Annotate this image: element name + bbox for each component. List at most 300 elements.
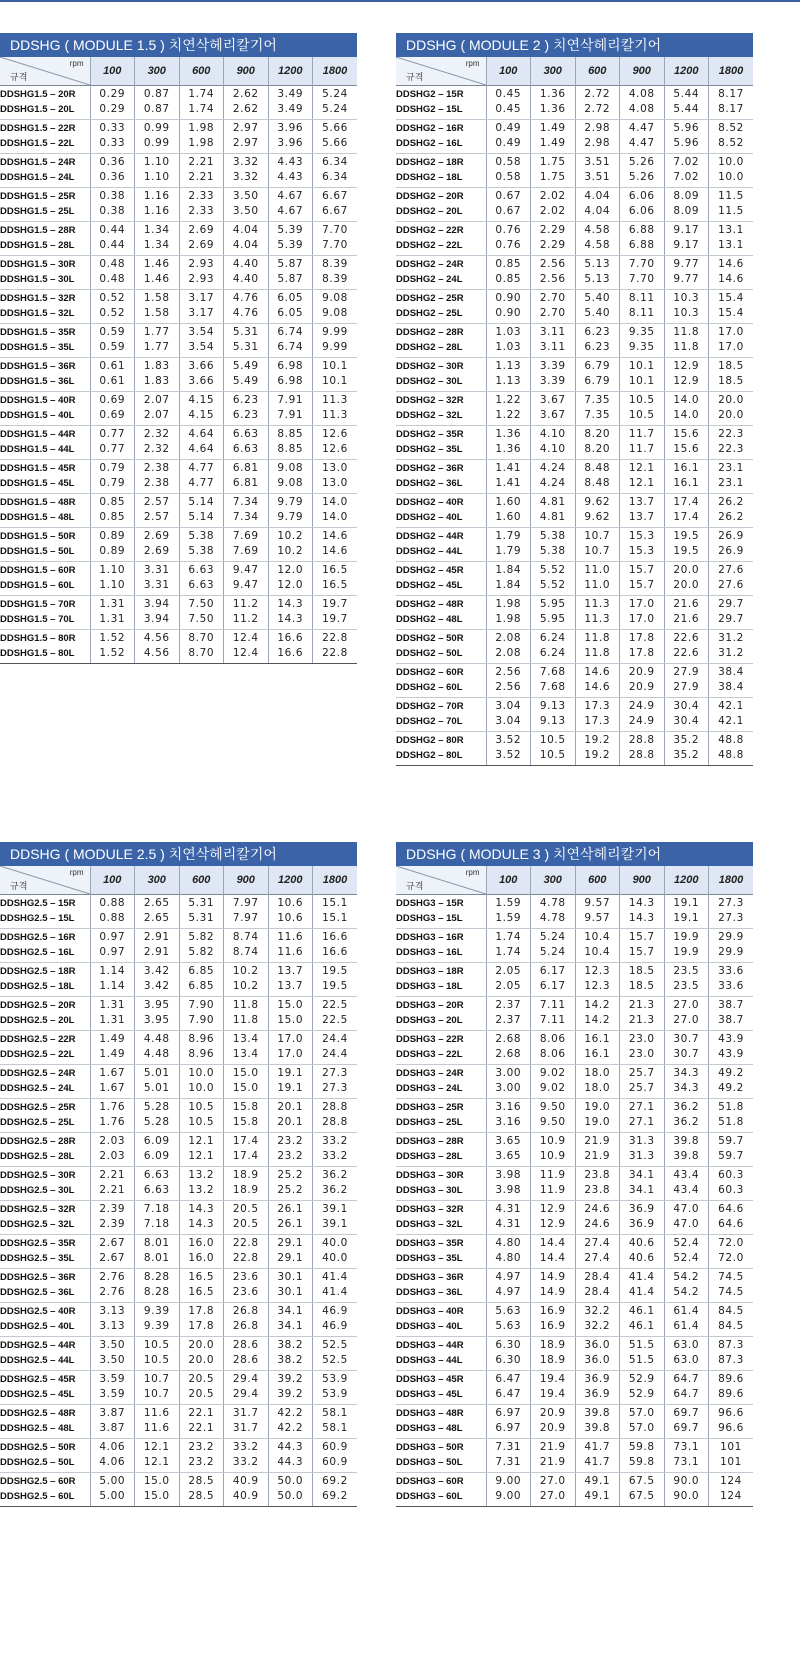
value-l: 23.5 bbox=[673, 980, 700, 992]
value-r: 52.9 bbox=[628, 1373, 655, 1385]
value-r: 10.7 bbox=[584, 530, 611, 542]
value-cell bbox=[486, 732, 531, 766]
part-number-l: DDSHG2 – 48L bbox=[396, 614, 463, 625]
value-cell bbox=[531, 426, 576, 460]
value-r: 20.1 bbox=[277, 1101, 304, 1113]
value-r: 72.0 bbox=[718, 1237, 744, 1249]
value-cell bbox=[709, 1303, 754, 1337]
value-r: 8.70 bbox=[188, 632, 215, 644]
value-l: 5.38 bbox=[539, 545, 566, 557]
value-r: 39.1 bbox=[322, 1203, 348, 1215]
value-cell bbox=[224, 494, 269, 528]
part-number-r: DDSHG2.5 – 36R bbox=[0, 1272, 76, 1283]
value-cell bbox=[664, 494, 709, 528]
value-l: 39.2 bbox=[277, 1388, 304, 1400]
value-cell bbox=[486, 528, 531, 562]
value-r: 17.4 bbox=[232, 1135, 259, 1147]
value-cell bbox=[575, 1439, 620, 1473]
value-l: 2.69 bbox=[143, 545, 170, 557]
value-l: 84.5 bbox=[718, 1320, 744, 1332]
value-l: 18.9 bbox=[539, 1354, 566, 1366]
value-cell bbox=[90, 1439, 135, 1473]
value-r: 17.8 bbox=[188, 1305, 215, 1317]
value-l: 22.1 bbox=[188, 1422, 215, 1434]
table-row bbox=[396, 1303, 753, 1337]
value-r: 1.76 bbox=[99, 1101, 126, 1113]
value-cell bbox=[135, 120, 180, 154]
value-r: 1.16 bbox=[143, 190, 170, 202]
value-l: 38.7 bbox=[718, 1014, 744, 1026]
value-cell bbox=[620, 1235, 665, 1269]
value-r: 1.84 bbox=[495, 564, 522, 576]
part-number-l: DDSHG1.5 – 22L bbox=[0, 138, 75, 149]
value-r: 17.4 bbox=[673, 496, 700, 508]
value-cell bbox=[90, 222, 135, 256]
value-r: 27.1 bbox=[628, 1101, 655, 1113]
part-number-r: DDSHG2 – 40R bbox=[396, 497, 464, 508]
value-r: 16.5 bbox=[188, 1271, 215, 1283]
table-row bbox=[396, 290, 753, 324]
value-r: 0.97 bbox=[99, 931, 126, 943]
part-number-cell bbox=[0, 1269, 90, 1303]
value-l: 4.58 bbox=[584, 239, 611, 251]
corner-cell bbox=[0, 866, 90, 895]
value-l: 7.90 bbox=[188, 1014, 215, 1026]
value-cell bbox=[575, 1099, 620, 1133]
value-cell bbox=[486, 290, 531, 324]
part-number-r: DDSHG2.5 – 30R bbox=[0, 1170, 76, 1181]
value-cell bbox=[313, 1099, 358, 1133]
value-l: 9.17 bbox=[673, 239, 700, 251]
value-cell bbox=[620, 120, 665, 154]
value-cell bbox=[709, 426, 754, 460]
value-cell bbox=[486, 1303, 531, 1337]
value-r: 0.88 bbox=[99, 897, 126, 909]
part-number-cell bbox=[0, 997, 90, 1031]
part-number-cell bbox=[0, 895, 90, 929]
value-cell bbox=[620, 222, 665, 256]
corner-cell bbox=[396, 57, 486, 86]
value-r: 20.0 bbox=[673, 564, 700, 576]
value-cell bbox=[313, 1371, 358, 1405]
value-l: 17.0 bbox=[718, 341, 744, 353]
value-l: 5.24 bbox=[322, 103, 348, 115]
value-l: 6.23 bbox=[584, 341, 611, 353]
value-cell bbox=[268, 1031, 313, 1065]
table-row bbox=[396, 1099, 753, 1133]
value-r: 22.5 bbox=[322, 999, 348, 1011]
value-cell bbox=[620, 1371, 665, 1405]
value-l: 1.84 bbox=[495, 579, 522, 591]
part-number-cell bbox=[396, 1099, 486, 1133]
part-number-l: DDSHG2.5 – 15L bbox=[0, 913, 75, 924]
value-r: 64.7 bbox=[673, 1373, 700, 1385]
value-cell bbox=[313, 494, 358, 528]
value-r: 9.02 bbox=[539, 1067, 566, 1079]
value-l: 12.6 bbox=[322, 443, 348, 455]
value-cell bbox=[224, 1473, 269, 1507]
value-r: 11.7 bbox=[628, 428, 655, 440]
value-l: 9.00 bbox=[495, 1490, 522, 1502]
value-cell bbox=[90, 1167, 135, 1201]
value-cell bbox=[313, 1439, 358, 1473]
value-l: 96.6 bbox=[718, 1422, 744, 1434]
value-cell bbox=[664, 358, 709, 392]
value-cell bbox=[224, 324, 269, 358]
part-number-r: DDSHG2 – 18R bbox=[396, 157, 464, 168]
corner-cell bbox=[396, 866, 486, 895]
part-number-cell bbox=[396, 188, 486, 222]
value-cell bbox=[620, 732, 665, 766]
value-cell bbox=[135, 154, 180, 188]
value-l: 48.8 bbox=[718, 749, 744, 761]
value-cell bbox=[620, 562, 665, 596]
value-l: 2.70 bbox=[539, 307, 566, 319]
value-cell bbox=[620, 1439, 665, 1473]
value-r: 5.63 bbox=[495, 1305, 522, 1317]
value-r: 21.6 bbox=[673, 598, 700, 610]
value-l: 58.1 bbox=[322, 1422, 348, 1434]
value-l: 6.97 bbox=[495, 1422, 522, 1434]
value-cell bbox=[709, 895, 754, 929]
value-r: 27.3 bbox=[322, 1067, 348, 1079]
value-r: 6.85 bbox=[188, 965, 215, 977]
value-l: 10.2 bbox=[232, 980, 259, 992]
value-l: 5.38 bbox=[188, 545, 215, 557]
value-l: 3.87 bbox=[99, 1422, 126, 1434]
value-l: 3.96 bbox=[277, 137, 304, 149]
value-cell bbox=[268, 1405, 313, 1439]
value-l: 4.08 bbox=[628, 103, 655, 115]
value-r: 26.1 bbox=[277, 1203, 304, 1215]
value-l: 6.05 bbox=[277, 307, 304, 319]
part-number-cell bbox=[0, 1065, 90, 1099]
value-l: 42.1 bbox=[718, 715, 744, 727]
value-cell bbox=[179, 1031, 224, 1065]
value-l: 5.14 bbox=[188, 511, 215, 523]
value-r: 25.2 bbox=[277, 1169, 304, 1181]
table-row bbox=[396, 358, 753, 392]
value-r: 8.17 bbox=[718, 88, 744, 100]
value-cell bbox=[486, 426, 531, 460]
value-l: 17.8 bbox=[188, 1320, 215, 1332]
value-r: 11.9 bbox=[539, 1169, 566, 1181]
value-l: 2.93 bbox=[188, 273, 215, 285]
part-number-r: DDSHG1.5 – 35R bbox=[0, 327, 76, 338]
value-r: 73.1 bbox=[673, 1441, 700, 1453]
value-l: 19.5 bbox=[322, 980, 348, 992]
part-number-r: DDSHG3 – 60R bbox=[396, 1476, 464, 1487]
value-r: 39.8 bbox=[673, 1135, 700, 1147]
value-cell bbox=[135, 1167, 180, 1201]
value-r: 5.31 bbox=[232, 326, 259, 338]
value-cell bbox=[313, 929, 358, 963]
value-cell bbox=[179, 895, 224, 929]
value-l: 4.06 bbox=[99, 1456, 126, 1468]
part-number-l: DDSHG1.5 – 36L bbox=[0, 376, 75, 387]
value-r: 14.6 bbox=[322, 530, 348, 542]
part-number-cell bbox=[0, 1439, 90, 1473]
value-cell bbox=[664, 1065, 709, 1099]
table-row bbox=[396, 630, 753, 664]
part-number-l: DDSHG2.5 – 60L bbox=[0, 1491, 75, 1502]
value-r: 2.21 bbox=[188, 156, 215, 168]
value-cell bbox=[179, 562, 224, 596]
value-cell bbox=[135, 630, 180, 664]
value-r: 54.2 bbox=[673, 1271, 700, 1283]
value-cell bbox=[90, 1405, 135, 1439]
value-l: 3.65 bbox=[495, 1150, 522, 1162]
value-cell bbox=[620, 1303, 665, 1337]
part-number-cell bbox=[0, 426, 90, 460]
value-r: 43.4 bbox=[673, 1169, 700, 1181]
value-l: 124 bbox=[720, 1490, 742, 1502]
value-r: 3.49 bbox=[277, 88, 304, 100]
value-cell bbox=[179, 596, 224, 630]
part-number-r: DDSHG2.5 – 20R bbox=[0, 1000, 76, 1011]
value-r: 7.11 bbox=[539, 999, 566, 1011]
value-l: 4.24 bbox=[539, 477, 566, 489]
value-cell bbox=[575, 1235, 620, 1269]
value-r: 14.3 bbox=[188, 1203, 215, 1215]
part-number-r: DDSHG3 – 48R bbox=[396, 1408, 464, 1419]
value-r: 12.0 bbox=[277, 564, 304, 576]
value-r: 26.2 bbox=[718, 496, 744, 508]
part-number-r: DDSHG2.5 – 44R bbox=[0, 1340, 76, 1351]
value-l: 1.74 bbox=[188, 103, 215, 115]
table-row bbox=[396, 963, 753, 997]
value-l: 8.28 bbox=[143, 1286, 170, 1298]
part-number-l: DDSHG3 – 60L bbox=[396, 1491, 463, 1502]
value-r: 5.01 bbox=[143, 1067, 170, 1079]
value-l: 36.2 bbox=[673, 1116, 700, 1128]
value-cell bbox=[224, 1133, 269, 1167]
part-number-l: DDSHG2 – 16L bbox=[396, 138, 463, 149]
value-r: 11.2 bbox=[232, 598, 259, 610]
value-l: 3.00 bbox=[495, 1082, 522, 1094]
value-r: 2.08 bbox=[495, 632, 522, 644]
part-number-l: DDSHG1.5 – 48L bbox=[0, 512, 75, 523]
value-l: 16.5 bbox=[322, 579, 348, 591]
table-row bbox=[396, 562, 753, 596]
value-cell bbox=[664, 290, 709, 324]
value-l: 1.83 bbox=[143, 375, 170, 387]
rpm-column-header: 300 bbox=[531, 866, 576, 895]
value-cell bbox=[135, 1099, 180, 1133]
value-l: 4.04 bbox=[232, 239, 259, 251]
value-r: 2.57 bbox=[143, 496, 170, 508]
part-number-l: DDSHG1.5 – 35L bbox=[0, 342, 75, 353]
value-l: 46.9 bbox=[322, 1320, 348, 1332]
value-cell bbox=[664, 895, 709, 929]
value-cell bbox=[224, 1167, 269, 1201]
part-number-cell bbox=[0, 1099, 90, 1133]
value-cell bbox=[90, 630, 135, 664]
value-r: 0.85 bbox=[495, 258, 522, 270]
value-l: 69.2 bbox=[322, 1490, 348, 1502]
table-row bbox=[0, 1065, 357, 1099]
rpm-column-header: 100 bbox=[486, 866, 531, 895]
value-cell bbox=[620, 963, 665, 997]
value-r: 1.74 bbox=[495, 931, 522, 943]
part-number-cell bbox=[0, 1405, 90, 1439]
value-cell bbox=[313, 1337, 358, 1371]
value-l: 1.49 bbox=[99, 1048, 126, 1060]
value-l: 29.4 bbox=[232, 1388, 259, 1400]
value-l: 38.4 bbox=[718, 681, 744, 693]
value-r: 13.7 bbox=[277, 965, 304, 977]
value-l: 16.1 bbox=[584, 1048, 611, 1060]
value-r: 23.6 bbox=[232, 1271, 259, 1283]
value-l: 0.69 bbox=[99, 409, 126, 421]
value-l: 0.38 bbox=[99, 205, 126, 217]
value-l: 5.28 bbox=[143, 1116, 170, 1128]
value-cell bbox=[179, 1405, 224, 1439]
rpm-column-header: 600 bbox=[575, 57, 620, 86]
value-r: 2.76 bbox=[99, 1271, 126, 1283]
value-cell bbox=[90, 1269, 135, 1303]
value-r: 0.45 bbox=[495, 88, 522, 100]
part-number-r: DDSHG3 – 40R bbox=[396, 1306, 464, 1317]
part-number-cell bbox=[396, 528, 486, 562]
value-l: 5.13 bbox=[584, 273, 611, 285]
part-number-r: DDSHG3 – 22R bbox=[396, 1034, 464, 1045]
table-row bbox=[0, 1201, 357, 1235]
value-l: 7.50 bbox=[188, 613, 215, 625]
value-r: 11.3 bbox=[584, 598, 611, 610]
value-l: 60.3 bbox=[718, 1184, 744, 1196]
value-l: 23.2 bbox=[188, 1456, 215, 1468]
value-l: 18.5 bbox=[628, 980, 655, 992]
value-l: 8.85 bbox=[277, 443, 304, 455]
part-number-l: DDSHG2.5 – 30L bbox=[0, 1185, 75, 1196]
value-l: 29.1 bbox=[277, 1252, 304, 1264]
value-r: 10.0 bbox=[718, 156, 744, 168]
table-row bbox=[0, 1439, 357, 1473]
value-l: 4.56 bbox=[143, 647, 170, 659]
value-l: 1.10 bbox=[143, 171, 170, 183]
value-cell bbox=[575, 596, 620, 630]
torque-table bbox=[0, 866, 357, 1507]
value-l: 50.0 bbox=[277, 1490, 304, 1502]
corner-cell bbox=[0, 57, 90, 86]
value-r: 24.9 bbox=[628, 700, 655, 712]
part-number-l: DDSHG3 – 16L bbox=[396, 947, 463, 958]
value-l: 1.59 bbox=[495, 912, 522, 924]
value-r: 19.0 bbox=[584, 1101, 611, 1113]
value-cell bbox=[664, 997, 709, 1031]
spec-label: 규격 bbox=[10, 881, 28, 891]
value-r: 4.64 bbox=[188, 428, 215, 440]
value-l: 2.02 bbox=[539, 205, 566, 217]
value-l: 0.59 bbox=[99, 341, 126, 353]
value-l: 1.98 bbox=[495, 613, 522, 625]
value-cell bbox=[575, 1337, 620, 1371]
value-cell bbox=[135, 188, 180, 222]
value-r: 10.5 bbox=[539, 734, 566, 746]
value-r: 50.0 bbox=[277, 1475, 304, 1487]
value-cell bbox=[313, 222, 358, 256]
part-number-l: DDSHG2 – 32L bbox=[396, 410, 463, 421]
value-cell bbox=[486, 929, 531, 963]
value-l: 9.08 bbox=[277, 477, 304, 489]
value-l: 8.70 bbox=[188, 647, 215, 659]
value-cell bbox=[709, 630, 754, 664]
value-cell bbox=[224, 256, 269, 290]
value-cell bbox=[486, 120, 531, 154]
value-r: 15.3 bbox=[628, 530, 655, 542]
value-r: 9.17 bbox=[673, 224, 700, 236]
value-r: 0.33 bbox=[99, 122, 126, 134]
value-cell bbox=[575, 1065, 620, 1099]
value-r: 19.2 bbox=[584, 734, 611, 746]
value-cell bbox=[575, 1473, 620, 1507]
value-r: 5.24 bbox=[322, 88, 348, 100]
value-l: 0.87 bbox=[143, 103, 170, 115]
value-r: 6.24 bbox=[539, 632, 566, 644]
value-cell bbox=[709, 392, 754, 426]
value-cell bbox=[268, 1065, 313, 1099]
value-r: 60.3 bbox=[718, 1169, 744, 1181]
value-cell bbox=[90, 358, 135, 392]
value-r: 6.30 bbox=[495, 1339, 522, 1351]
value-cell bbox=[709, 1201, 754, 1235]
value-cell bbox=[224, 528, 269, 562]
value-l: 14.6 bbox=[322, 545, 348, 557]
value-l: 4.64 bbox=[188, 443, 215, 455]
value-l: 0.33 bbox=[99, 137, 126, 149]
value-cell bbox=[664, 154, 709, 188]
value-l: 4.77 bbox=[188, 477, 215, 489]
value-r: 16.6 bbox=[277, 632, 304, 644]
value-r: 29.4 bbox=[232, 1373, 259, 1385]
value-r: 0.77 bbox=[99, 428, 126, 440]
value-cell bbox=[620, 895, 665, 929]
part-number-r: DDSHG3 – 44R bbox=[396, 1340, 464, 1351]
value-cell bbox=[135, 528, 180, 562]
value-cell bbox=[90, 392, 135, 426]
value-cell bbox=[575, 154, 620, 188]
value-r: 0.99 bbox=[143, 122, 170, 134]
value-r: 11.8 bbox=[673, 326, 700, 338]
part-number-r: DDSHG2 – 60R bbox=[396, 667, 464, 678]
value-l: 8.06 bbox=[539, 1048, 566, 1060]
value-l: 8.17 bbox=[718, 103, 744, 115]
value-l: 49.2 bbox=[718, 1082, 744, 1094]
part-number-l: DDSHG3 – 32L bbox=[396, 1219, 463, 1230]
value-r: 1.46 bbox=[143, 258, 170, 270]
value-r: 21.9 bbox=[584, 1135, 611, 1147]
value-r: 4.81 bbox=[539, 496, 566, 508]
value-r: 22.3 bbox=[718, 428, 744, 440]
value-r: 36.0 bbox=[584, 1339, 611, 1351]
value-r: 3.42 bbox=[143, 965, 170, 977]
value-l: 21.3 bbox=[628, 1014, 655, 1026]
value-cell bbox=[575, 963, 620, 997]
value-r: 20.5 bbox=[232, 1203, 259, 1215]
value-l: 34.1 bbox=[628, 1184, 655, 1196]
value-cell bbox=[620, 664, 665, 698]
value-cell bbox=[531, 1371, 576, 1405]
value-cell bbox=[486, 460, 531, 494]
value-r: 20.0 bbox=[188, 1339, 215, 1351]
value-r: 3.98 bbox=[495, 1169, 522, 1181]
value-l: 14.3 bbox=[188, 1218, 215, 1230]
part-number-r: DDSHG2.5 – 28R bbox=[0, 1136, 76, 1147]
value-l: 40.6 bbox=[628, 1252, 655, 1264]
value-r: 18.9 bbox=[232, 1169, 259, 1181]
value-l: 1.16 bbox=[143, 205, 170, 217]
